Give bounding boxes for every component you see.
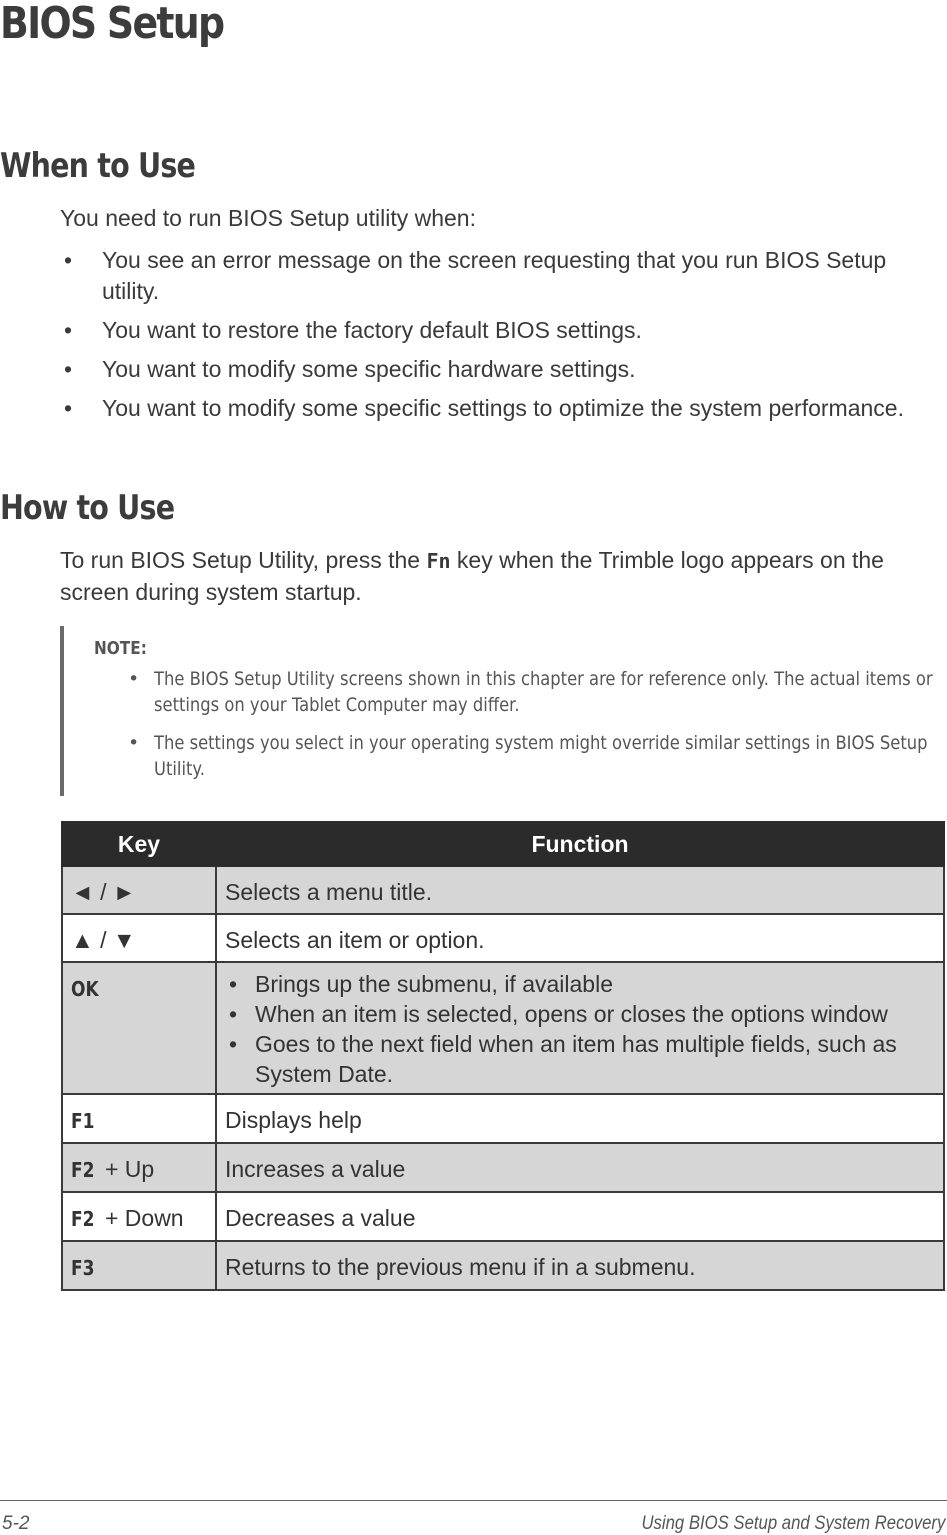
when-to-use-heading: When to Use: [0, 146, 196, 186]
key-function-table: [61, 821, 945, 1291]
when-bullet: • You want to modify some specific settings to optimize the system performance.: [60, 393, 920, 424]
function-cell: Increases a value: [216, 1143, 944, 1192]
function-cell: Displays help: [216, 1094, 944, 1143]
how-to-use-heading: How to Use: [0, 488, 175, 528]
f1-key-label: F1: [71, 1109, 95, 1133]
table-row: [62, 1143, 944, 1192]
page-title: BIOS Setup: [0, 0, 224, 49]
key-suffix: + Up: [98, 1156, 155, 1182]
function-list-item: • Brings up the submenu, if available: [225, 969, 935, 999]
ok-key-label: OK: [71, 977, 99, 1001]
key-cell: [62, 1094, 216, 1143]
table-row: [62, 962, 944, 1094]
key-suffix: + Down: [98, 1205, 184, 1231]
note-item: [122, 666, 947, 718]
table-row: [62, 866, 944, 914]
when-bullet: • You want to modify some specific hardware settings.: [60, 354, 920, 385]
footer-page-number: 5-2: [2, 1513, 30, 1534]
note-item: [122, 730, 947, 782]
when-bullet-list: [60, 245, 920, 432]
how-text-before: To run BIOS Setup Utility, press the: [60, 547, 427, 573]
function-list-item: • Goes to the next field when an item has multiple fields, such as System Date.: [225, 1029, 935, 1089]
table-row: [62, 914, 944, 962]
key-column-header: Key: [62, 822, 216, 866]
footer-chapter-title: Using BIOS Setup and System Recovery: [641, 1513, 945, 1534]
function-cell: Selects a menu title.: [216, 866, 944, 914]
how-text-after: key when the Trimble logo appears on the screen during system startup.: [60, 547, 884, 605]
key-cell: [62, 1143, 216, 1192]
function-cell: [216, 962, 944, 1094]
key-cell: [62, 1192, 216, 1241]
key-cell: ◄ / ►: [62, 866, 216, 914]
f2-key-label: F2: [71, 1207, 95, 1231]
when-bullet: • You want to restore the factory default BIOS settings.: [60, 315, 920, 346]
function-cell: Selects an item or option.: [216, 914, 944, 962]
how-paragraph: [60, 545, 930, 608]
fn-key-label: Fn: [426, 549, 451, 573]
when-bullet: • You see an error message on the screen requesting that you run BIOS Setup utility.: [60, 245, 920, 307]
note-box: [60, 626, 944, 796]
f3-key-label: F3: [71, 1256, 95, 1280]
note-item-text: The BIOS Setup Utility screens shown in this chapter are for reference only. The actual items or settings on your Tablet Computer may differ.: [154, 668, 933, 716]
footer-rule: [0, 1500, 947, 1501]
note-label: NOTE:: [94, 638, 147, 659]
table-row: [62, 1094, 944, 1143]
function-list-item: • When an item is selected, opens or closes the options window: [225, 999, 935, 1029]
key-cell: ▲ / ▼: [62, 914, 216, 962]
function-column-header: Function: [216, 822, 944, 866]
function-list: [225, 969, 935, 1089]
when-intro: You need to run BIOS Setup utility when:: [60, 205, 476, 231]
table-header-row: [62, 822, 944, 866]
key-cell: [62, 962, 216, 1094]
function-cell: Returns to the previous menu if in a submenu.: [216, 1241, 944, 1290]
f2-key-label: F2: [71, 1158, 95, 1182]
function-cell: Decreases a value: [216, 1192, 944, 1241]
table-row: [62, 1241, 944, 1290]
note-item-text: The settings you select in your operating system might override similar settings in BIOS Setup Utility.: [154, 732, 928, 780]
key-cell: [62, 1241, 216, 1290]
note-list: [122, 666, 947, 794]
table-row: [62, 1192, 944, 1241]
